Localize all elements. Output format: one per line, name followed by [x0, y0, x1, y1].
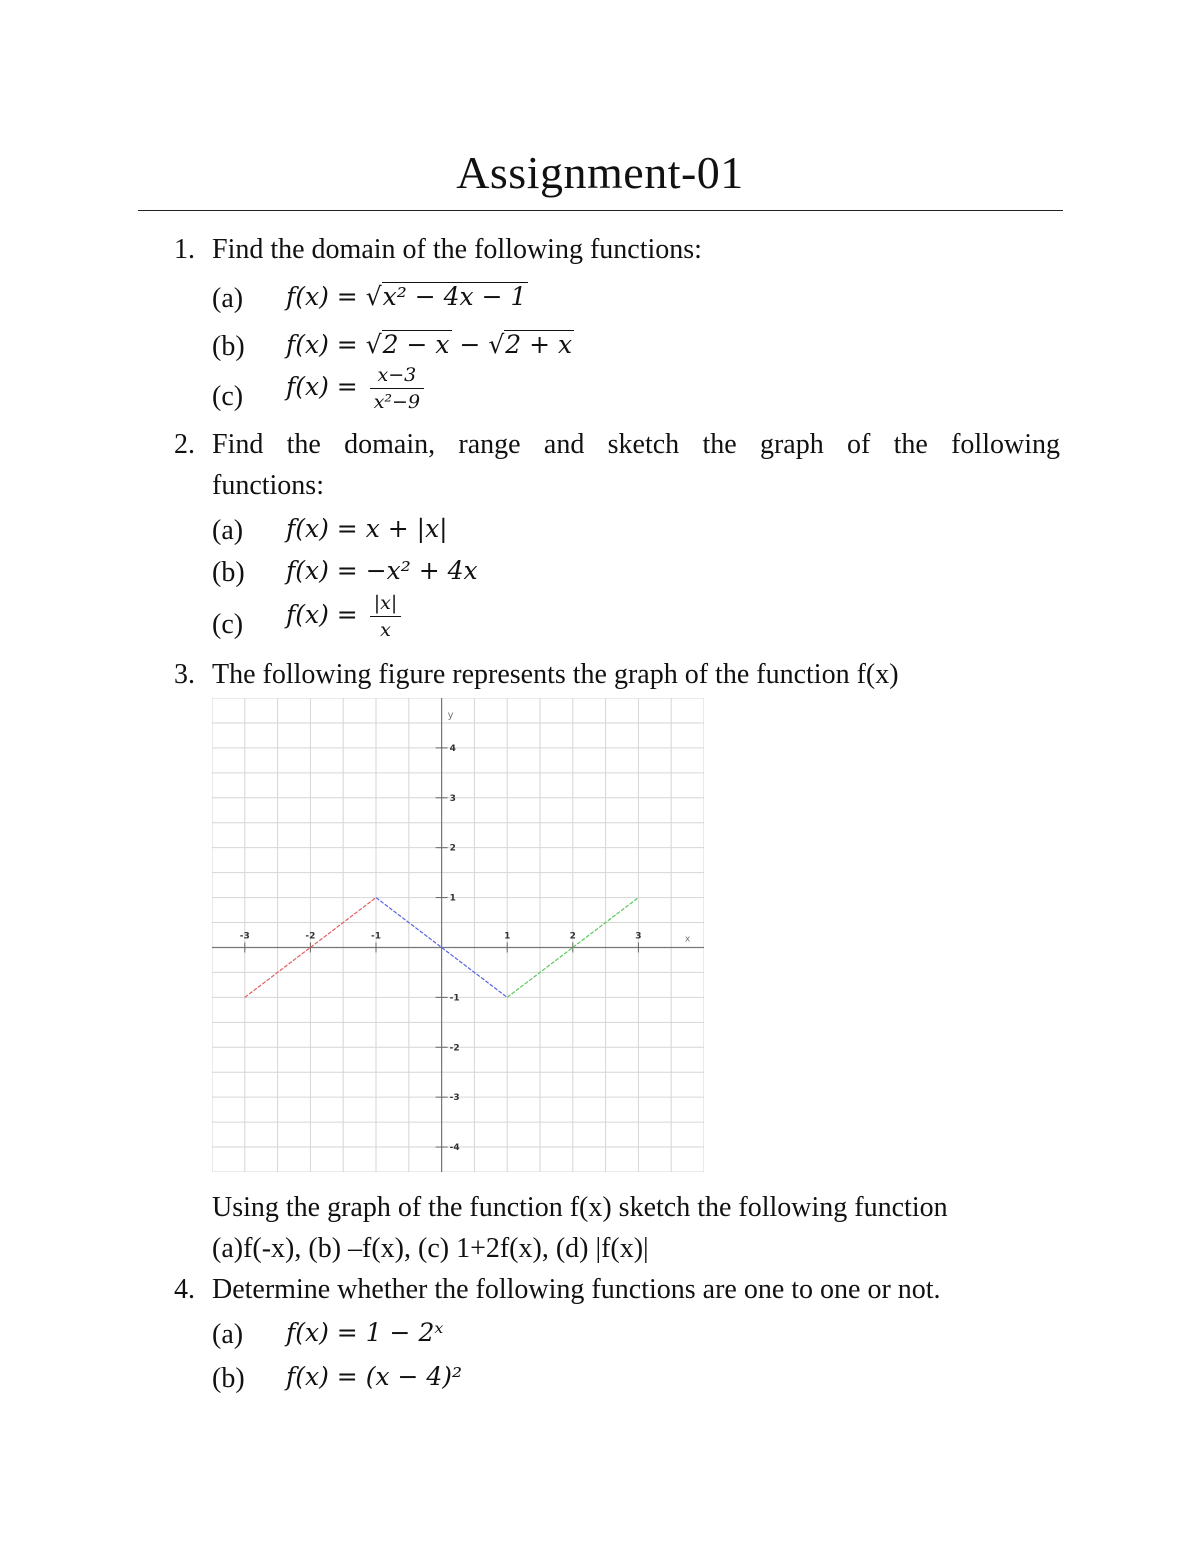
- q2a-expression: f(x) = x + |x|: [286, 514, 448, 543]
- x-tick-label: 2: [569, 931, 576, 942]
- q1c-label: (c): [212, 381, 244, 412]
- q2c-label: (c): [212, 609, 244, 640]
- q2-text-line2: functions:: [212, 470, 324, 501]
- y-tick-label: -2: [449, 1043, 460, 1054]
- q2b-expression: f(x) = −x² + 4x: [286, 556, 478, 585]
- q2c-numerator: |x|: [370, 592, 402, 617]
- q1c-numerator: x−3: [370, 364, 424, 389]
- q4-number: 4.: [174, 1274, 195, 1305]
- x-tick-label: 1: [504, 931, 511, 942]
- y-axis-label: y: [447, 709, 454, 721]
- q3-instruction-line1: Using the graph of the function f(x) sketch the following function: [212, 1192, 948, 1223]
- q2c-lhs: f(x) =: [286, 600, 358, 629]
- x-tick-label: -1: [371, 931, 381, 942]
- y-tick-label: -3: [449, 1093, 460, 1104]
- q2-number: 2.: [174, 429, 195, 460]
- q4b-label: (b): [212, 1363, 245, 1394]
- q1c-lhs: f(x) =: [286, 372, 358, 401]
- function-graph: [212, 698, 704, 1172]
- q4b-expression: f(x) = (x − 4)²: [286, 1362, 463, 1391]
- q2-text-line1: Find the domain, range and sketch the graph of the following: [212, 429, 1060, 460]
- y-tick-label: 3: [449, 793, 456, 804]
- x-tick-label: -3: [239, 931, 250, 942]
- y-tick-label: -1: [449, 993, 460, 1004]
- x-axis-label: x: [684, 934, 691, 945]
- q1c-denominator: x²−9: [373, 391, 421, 413]
- q3-text: The following figure represents the graph of the function f(x): [212, 659, 899, 690]
- q1b-lhs: f(x) =: [286, 330, 358, 359]
- q1b-minus: −: [451, 330, 489, 359]
- q1b-radicand-1: 2 − x: [382, 330, 450, 359]
- q2c-denominator: x: [380, 619, 391, 641]
- y-tick-label: 2: [449, 843, 456, 854]
- x-tick-label: -2: [305, 931, 316, 942]
- page-title: Assignment-01: [456, 147, 744, 198]
- graph-ticks: [240, 744, 642, 1153]
- q2a-label: (a): [212, 515, 244, 546]
- q1-number: 1.: [174, 234, 195, 265]
- q2c-fraction: [370, 592, 402, 641]
- q2c-expression: [286, 592, 401, 641]
- q3-number: 3.: [174, 659, 195, 690]
- q4a-expression: f(x) = 1 − 2ˣ: [286, 1318, 444, 1347]
- q1a-expression: f(x) = √x² − 4x − 1: [286, 282, 527, 311]
- q1a-lhs: f(x) =: [286, 282, 358, 311]
- y-tick-label: 1: [449, 893, 456, 904]
- y-tick-label: 4: [449, 743, 456, 754]
- q1b-radicand-2: 2 + x: [505, 330, 573, 359]
- q1-text: Find the domain of the following functions:: [212, 234, 702, 265]
- x-tick-label: 3: [635, 931, 642, 942]
- q1a-label: (a): [212, 283, 244, 314]
- q1b-label: (b): [212, 331, 245, 362]
- q3-instruction-line2: (a)f(-x), (b) –f(x), (c) 1+2f(x), (d) |f(x)|: [212, 1233, 649, 1264]
- y-tick-label: -4: [449, 1143, 460, 1154]
- q4-text: Determine whether the following functions are one to one or not.: [212, 1274, 941, 1305]
- q1c-fraction: [370, 364, 424, 413]
- q1c-expression: [286, 364, 424, 413]
- title-rule: [138, 210, 1063, 211]
- q1b-expression: f(x) = √2 − x − √2 + x: [286, 330, 573, 359]
- q4a-label: (a): [212, 1319, 244, 1350]
- q1a-radicand: x² − 4x − 1: [382, 282, 527, 311]
- q2b-label: (b): [212, 557, 245, 588]
